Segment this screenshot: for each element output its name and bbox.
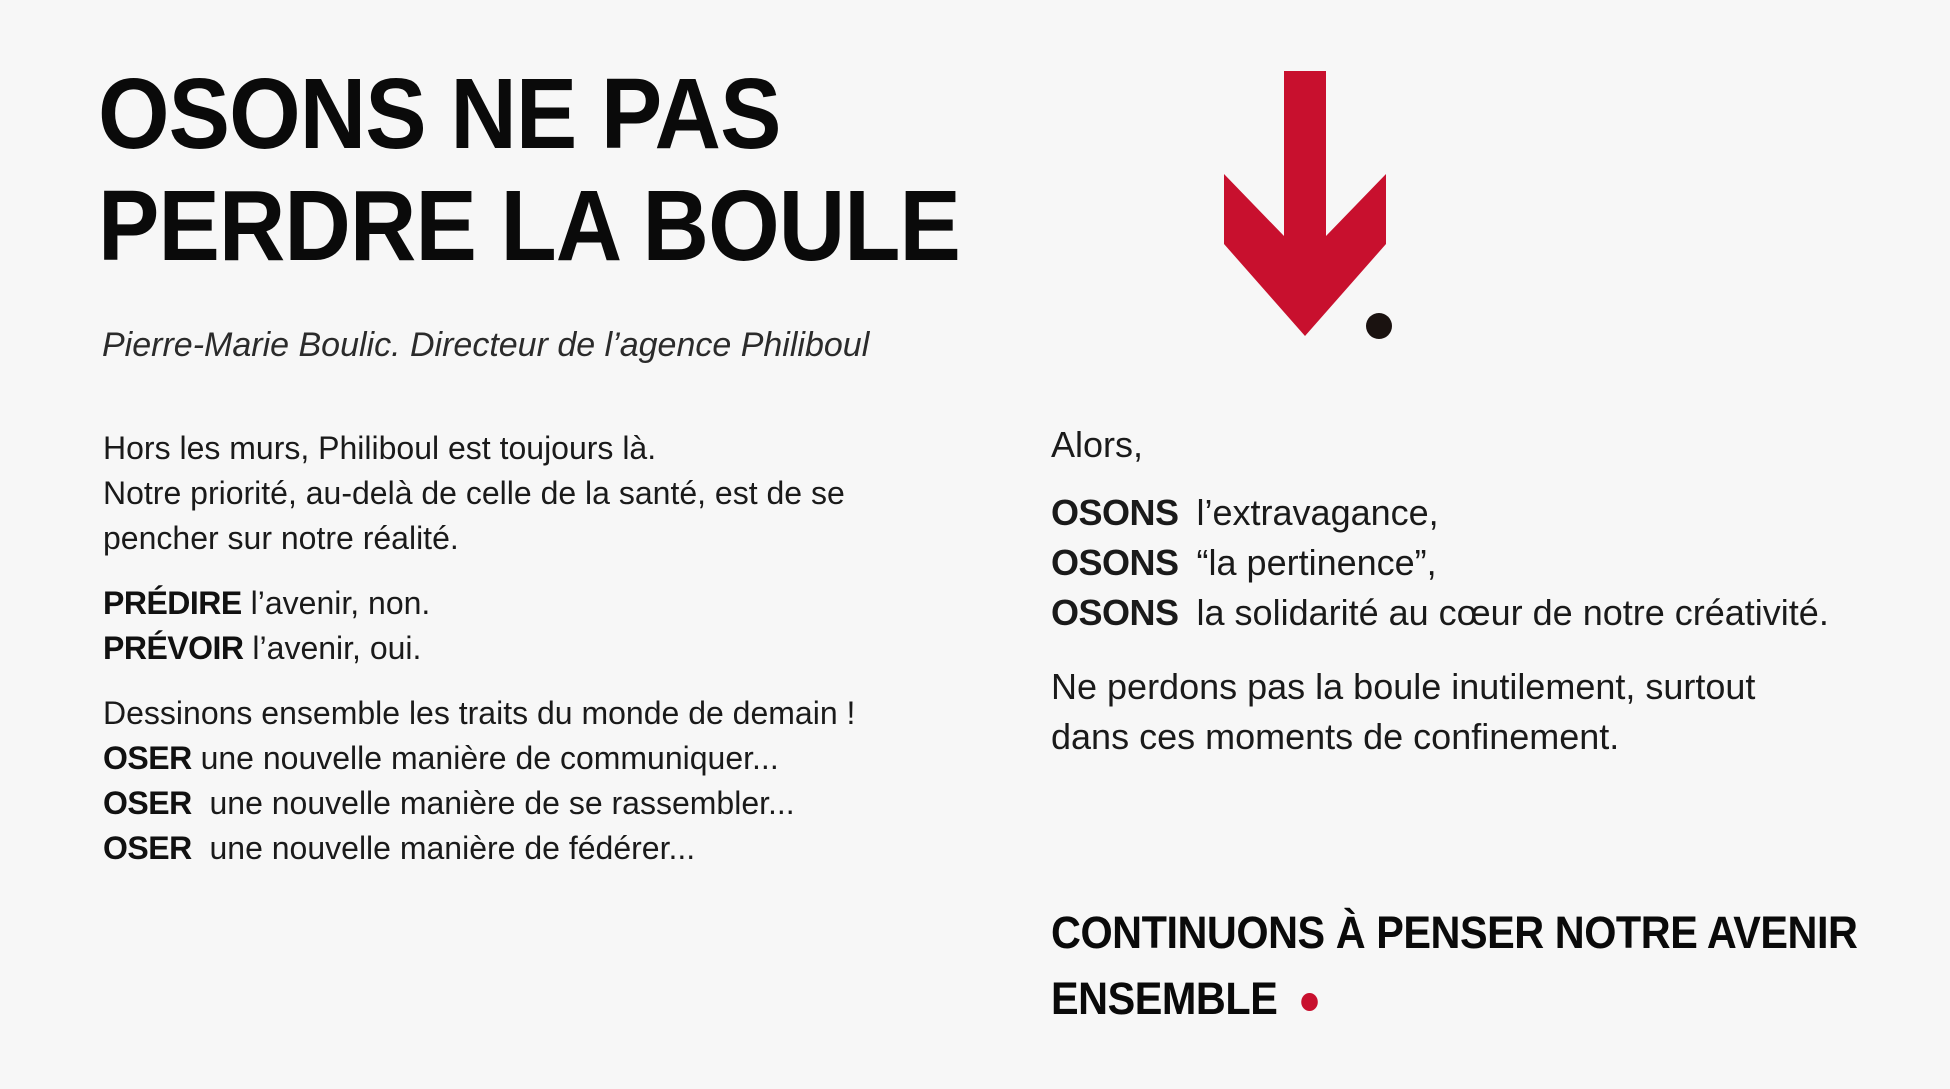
draw-line: Dessinons ensemble les traits du monde de demain ! bbox=[103, 695, 856, 731]
osons-line bbox=[1051, 588, 1931, 638]
osons-line bbox=[1051, 488, 1931, 538]
osons-text: la solidarité au cœur de notre créativité. bbox=[1196, 592, 1829, 633]
left-column bbox=[103, 426, 963, 891]
author-byline: Pierre-Marie Boulic. Directeur de l’agence Philiboul bbox=[102, 326, 870, 364]
predict-text: l’avenir, oui. bbox=[243, 630, 422, 666]
outro-line: Ne perdons pas la boule inutilement, surtout bbox=[1051, 666, 1756, 707]
keyword: PRÉVOIR bbox=[103, 630, 244, 666]
oser-line bbox=[103, 781, 963, 826]
down-arrow-with-dot-icon bbox=[1200, 66, 1440, 346]
intro-line: pencher sur notre réalité. bbox=[103, 520, 459, 556]
red-dot-icon bbox=[1301, 993, 1318, 1011]
closing-text: ENSEMBLE bbox=[1051, 973, 1278, 1024]
intro-line: Hors les murs, Philiboul est toujours là. bbox=[103, 430, 657, 466]
right-intro: Alors, bbox=[1051, 424, 1144, 465]
oser-text: une nouvelle manière de fédérer... bbox=[191, 830, 696, 866]
oser-text: une nouvelle manière de se rassembler... bbox=[191, 785, 795, 821]
keyword: OSONS bbox=[1051, 542, 1179, 583]
keyword: OSER bbox=[103, 785, 192, 821]
closing-line-1: CONTINUONS À PENSER NOTRE AVENIR bbox=[1051, 907, 1858, 958]
closing-line-2 bbox=[1051, 966, 1861, 1032]
oser-paragraph bbox=[103, 691, 963, 871]
osons-text: “la pertinence”, bbox=[1196, 542, 1437, 583]
outro-line: dans ces moments de confinement. bbox=[1051, 716, 1620, 757]
keyword: OSONS bbox=[1051, 492, 1179, 533]
oser-line bbox=[103, 736, 963, 781]
keyword: OSONS bbox=[1051, 592, 1179, 633]
page-title bbox=[98, 58, 960, 282]
down-arrow-shape bbox=[1224, 71, 1386, 336]
predict-line bbox=[103, 626, 963, 671]
oser-line bbox=[103, 826, 963, 871]
page-title-line-2: PERDRE LA BOULE bbox=[98, 170, 960, 282]
osons-text: l’extravagance, bbox=[1196, 492, 1439, 533]
intro-line: Notre priorité, au-delà de celle de la santé, est de se bbox=[103, 475, 845, 511]
closing-statement bbox=[1051, 900, 1861, 1032]
intro-paragraph bbox=[103, 426, 963, 561]
keyword: OSER bbox=[103, 740, 192, 776]
keyword: PRÉDIRE bbox=[103, 585, 242, 621]
outro-paragraph bbox=[1051, 662, 1931, 762]
predict-text: l’avenir, non. bbox=[241, 585, 431, 621]
logo-dot bbox=[1366, 313, 1392, 339]
keyword: OSER bbox=[103, 830, 192, 866]
osons-line bbox=[1051, 538, 1931, 588]
predict-paragraph bbox=[103, 581, 963, 671]
predict-line bbox=[103, 581, 963, 626]
oser-text: une nouvelle manière de communiquer... bbox=[191, 740, 779, 776]
right-column bbox=[1051, 420, 1931, 786]
page-title-line-1: OSONS NE PAS bbox=[98, 58, 781, 170]
osons-paragraph bbox=[1051, 488, 1931, 638]
